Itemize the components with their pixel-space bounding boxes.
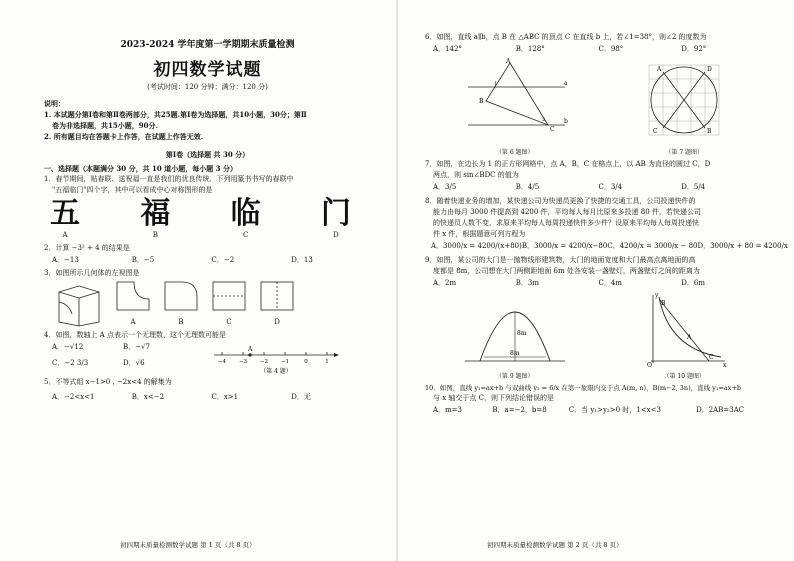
q8-option-a: A．3000/x = 4200/(x+80)	[431, 242, 522, 250]
q9-caption: （第 9 题图）	[495, 373, 534, 380]
q2-option-d: D．13	[291, 256, 313, 264]
page-1-footer: 初四期末质量检测数学试题 第 1 页（共 8 页）	[120, 541, 256, 549]
svg-text:x: x	[723, 362, 727, 367]
q10-option-a: A．m=3	[433, 406, 463, 414]
notes-heading: 说明：	[44, 99, 65, 108]
q7-option-c: C．3/4	[598, 183, 623, 191]
q3-option-b: B	[162, 279, 200, 328]
q1-seal-chars	[44, 196, 371, 241]
q7-option-b: B．4/5	[515, 183, 540, 191]
q9-option-c: C．4m	[598, 279, 622, 287]
part1-heading: 一、选择题（本题满分 30 分，共 10 道小题，每小题 3 分）	[44, 164, 237, 173]
exam-info: (考试时间：120 分钟；满分：120 分)	[147, 83, 268, 91]
q4-point-label: A	[248, 346, 253, 353]
q7-figure	[639, 57, 729, 156]
q6-option-b: B．128°	[515, 45, 545, 53]
q5-options	[44, 391, 371, 403]
q10-option-c: C．当 y₁>y₂>0 时，1<x<3	[568, 406, 661, 414]
q9-option-a: A．2m	[433, 279, 457, 287]
q2-option-a: A．−13	[52, 256, 79, 264]
svg-text:C: C	[549, 126, 555, 133]
page-2-footer: 初四期末质量检测数学试题 第 2 页（共 8 页）	[487, 541, 623, 549]
q1-char-b: 福 B	[140, 196, 171, 239]
q4-tick-label: −2	[259, 359, 269, 365]
q6-options	[425, 43, 764, 55]
q5-option-b: B．x<−2	[131, 393, 165, 401]
question-4: 4．如图，数轴上 A 点表示一个无理数，这个无理数可能是	[44, 331, 226, 339]
exam-header: 2023-2024 学年度第一学期期末质量检测	[120, 40, 295, 50]
question-6: 6．如图，直线 a∥b，点 B 在 △ABC 的顶点 C 在直线 b 上，若∠1=38°，则∠2 的度数为	[425, 33, 707, 41]
q5-option-c: C．x>1	[211, 393, 239, 401]
q1-char-c: 临 C	[230, 196, 261, 239]
q10-caption: （第 10 题图）	[663, 373, 705, 380]
q10-option-b: B．a=−2，b=8	[492, 406, 547, 414]
question-8-line1: 8．随着快递业务的增加，某快递公司为快递员更换了快捷的交通工具，公司投递快件的	[425, 197, 696, 205]
q7-option-a: A．3/5	[433, 183, 457, 191]
q9-option-d: D．6m	[681, 279, 705, 287]
q2-option-c: C．−2	[211, 256, 235, 264]
svg-text:O: O	[647, 362, 653, 367]
exam-title: 初四数学试题	[153, 60, 262, 80]
svg-text:B: B	[661, 300, 666, 307]
q4-tick-label: −1	[280, 359, 290, 365]
q9-options	[425, 277, 764, 289]
q4-block	[44, 341, 371, 375]
question-1-line2: "五福临门"四个字，其中可以看成中心对称图形的是	[52, 186, 213, 194]
q1-char-a: 五 A	[50, 196, 80, 239]
question-8-line3: 的快递员人数不变，求原来平均每人每周投递快件多少件？设原来平均每人每周投递快	[433, 219, 699, 227]
q7-caption: （第 7 题图）	[665, 149, 704, 156]
q4-tick-label: 1	[325, 359, 329, 365]
svg-text:1: 1	[493, 81, 497, 87]
q9-height-label: 8m	[516, 330, 527, 337]
note-1b: 卷为非选择题，共15小题，90分.	[52, 121, 158, 130]
q4-number-line	[194, 341, 344, 375]
svg-text:b: b	[563, 118, 568, 125]
q3-solid-figure	[54, 282, 104, 328]
q2-options	[44, 254, 371, 266]
q10-figure	[639, 291, 729, 380]
question-8-line4: 件 x 件，根据题意可列方程为	[433, 230, 526, 238]
question-9-line1: 9．如图，某公司的大门是一抛物线形建筑物，大门的地面宽度和大门最高点离地面的高	[425, 256, 696, 264]
q6-option-d: D．92°	[681, 45, 707, 53]
q3-figures	[44, 279, 371, 328]
page-2	[397, 0, 794, 561]
q9-figure	[460, 291, 570, 380]
q10-option-d: D．2AB=3AC	[696, 406, 745, 414]
svg-text:C: C	[709, 354, 714, 361]
q4-option-d: D．√6	[123, 359, 145, 367]
q8-option-d: D．3000/x + 80 = 4200/x	[697, 242, 788, 250]
question-8-line2: 能力由每月 3000 件提高到 4200 件，平均每人每月比原来多投递 80 件，若快递公司	[433, 208, 701, 216]
q4-tick-label: 0	[304, 359, 308, 365]
q4-tick-label: −3	[238, 359, 248, 365]
svg-text:C: C	[653, 128, 658, 135]
q3-option-a: A	[114, 279, 152, 328]
q8-options	[425, 240, 788, 252]
q6-q7-figures	[425, 57, 764, 156]
svg-text:B: B	[707, 128, 712, 135]
q8-option-b: B．3000/x = 4200/x−80	[521, 242, 608, 250]
q10-options	[425, 404, 764, 416]
q4-option-b: B．−√7	[123, 343, 150, 351]
svg-text:2: 2	[541, 117, 545, 123]
section-title: 第Ⅰ卷（选择题 共 30 分）	[165, 150, 250, 159]
note-2: 2. 所有题目均在答题卡上作答，在试题上作答无效.	[44, 132, 204, 141]
q4-option-c: C．−2 3/3	[52, 359, 89, 367]
q5-option-a: A．−2<x<1	[52, 393, 95, 401]
q9-q10-figures	[425, 291, 764, 380]
question-7-line2: 两点，则 sin∠BDC 的值为	[433, 171, 519, 179]
svg-text:A: A	[657, 66, 662, 73]
q3-option-d: D	[258, 279, 296, 328]
q3-option-c: C	[210, 279, 248, 328]
svg-text:A: A	[505, 58, 511, 65]
note-1a: 1. 本试题分第Ⅰ卷和第Ⅱ卷两部分，共25题.第Ⅰ卷为选择题，共10小题，30分；第Ⅱ	[44, 110, 307, 119]
svg-text:A: A	[687, 334, 692, 341]
question-5: 5．不等式组 x−1>0 , −2x<4 的解集为	[44, 378, 172, 386]
q6-figure	[460, 57, 570, 156]
question-2: 2．计算 −3² + 4 的结果是	[44, 244, 130, 252]
svg-text:D: D	[707, 66, 713, 73]
q7-option-d: D．5/4	[681, 183, 706, 191]
q6-caption: （第 6 题图）	[495, 149, 534, 156]
q9-width-label: 8m	[509, 350, 520, 357]
question-9-line2: 度都是 8m，公司想在大门两侧距地面 6m 处各安装一盏壁灯，两盏壁灯之间的距离为	[433, 267, 700, 275]
question-10-line1: 10．如图，直线 y₁=ax+b 与双曲线 y₂ = 6/x 在第一象限内交于点 A(m, n)，B(m−2, 3n)，直线 y₁=ax+b	[425, 384, 742, 392]
q6-option-c: C．98°	[598, 45, 624, 53]
q4-point-a	[248, 353, 251, 356]
svg-text:a: a	[563, 80, 568, 87]
q2-option-b: B．−5	[131, 256, 155, 264]
question-7-line1: 7．如图，在边长为 1 的正方形网格中，点 A，B，C 在格点上，以 AB 为直径的圆过 C，D	[425, 160, 711, 168]
question-3: 3．如图所示几何体的左视图是	[44, 269, 140, 277]
svg-text:y: y	[655, 292, 659, 299]
q5-option-d: D．无	[291, 393, 311, 401]
q7-options	[425, 181, 764, 193]
q9-option-b: B．3m	[515, 279, 539, 287]
q4-tick-label: −4	[217, 359, 227, 365]
question-10-line2: 与 x 轴交于点 C，则下列结论错误的是	[433, 394, 554, 402]
q4-caption: （第 4 题）	[260, 368, 292, 375]
q8-option-c: C．4200/x = 3000/x − 80	[607, 242, 698, 250]
q6-option-a: A．142°	[433, 45, 462, 53]
q1-char-d: 门 D	[320, 196, 351, 239]
svg-text:B: B	[478, 98, 484, 105]
question-1-line1: 1．春节期间，贴春联、送祝福一直是我们的优良传统．下列用篆书书写的春联中	[44, 175, 294, 183]
q4-options	[44, 341, 194, 375]
q4-option-a: A．−√12	[52, 343, 84, 351]
